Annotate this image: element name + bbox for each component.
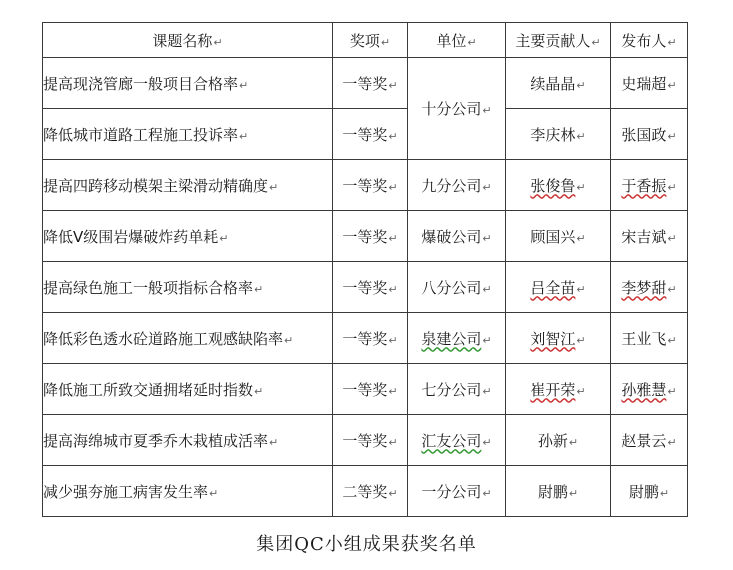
contributor-cell: 张俊鲁↵	[506, 160, 611, 211]
contributor-cell: 崔开荣↵	[506, 364, 611, 415]
unit-cell: 一分公司↵	[408, 466, 506, 517]
header-topic: 课题名称↵	[43, 23, 333, 58]
contributor-cell: 尉鹏↵	[506, 466, 611, 517]
contributor-cell: 刘智江↵	[506, 313, 611, 364]
award-cell: 一等奖↵	[333, 364, 408, 415]
award-cell: 一等奖↵	[333, 58, 408, 109]
unit-cell: 泉建公司↵	[408, 313, 506, 364]
publisher-cell: 李梦甜↵	[611, 262, 688, 313]
topic-cell: 提高现浇管廊一般项目合格率↵	[43, 58, 333, 109]
award-cell: 一等奖↵	[333, 211, 408, 262]
contributor-cell: 吕全苗↵	[506, 262, 611, 313]
table-row	[43, 415, 688, 466]
publisher-cell: 王业飞↵	[611, 313, 688, 364]
topic-cell: 降低施工所致交通拥堵延时指数↵	[43, 364, 333, 415]
contributor-cell: 李庆林↵	[506, 109, 611, 160]
award-cell: 二等奖↵	[333, 466, 408, 517]
contributor-cell: 孙新↵	[506, 415, 611, 466]
table-header-row	[43, 23, 688, 58]
unit-cell: 十分公司↵	[408, 58, 506, 160]
unit-cell: 九分公司↵	[408, 160, 506, 211]
table-row	[43, 211, 688, 262]
header-award: 奖项↵	[333, 23, 408, 58]
publisher-cell: 孙雅慧↵	[611, 364, 688, 415]
table-row	[43, 160, 688, 211]
unit-cell: 七分公司↵	[408, 364, 506, 415]
contributor-cell: 顾国兴↵	[506, 211, 611, 262]
award-cell: 一等奖↵	[333, 415, 408, 466]
table-row	[43, 466, 688, 517]
award-cell: 一等奖↵	[333, 313, 408, 364]
topic-cell: 提高海绵城市夏季乔木栽植成活率↵	[43, 415, 333, 466]
awards-table	[42, 22, 688, 517]
unit-cell: 爆破公司↵	[408, 211, 506, 262]
table-row	[43, 262, 688, 313]
unit-cell: 八分公司↵	[408, 262, 506, 313]
topic-cell: 降低Ⅴ级围岩爆破炸药单耗↵	[43, 211, 333, 262]
topic-cell: 减少强夯施工病害发生率↵	[43, 466, 333, 517]
header-publisher: 发布人↵	[611, 23, 688, 58]
table-row	[43, 364, 688, 415]
table-row	[43, 58, 688, 109]
publisher-cell: 尉鹏↵	[611, 466, 688, 517]
award-cell: 一等奖↵	[333, 160, 408, 211]
topic-cell: 降低彩色透水砼道路施工观感缺陷率↵	[43, 313, 333, 364]
table-row	[43, 109, 688, 160]
topic-cell: 提高四跨移动模架主梁滑动精确度↵	[43, 160, 333, 211]
header-contributor: 主要贡献人↵	[506, 23, 611, 58]
publisher-cell: 宋吉斌↵	[611, 211, 688, 262]
contributor-cell: 续晶晶↵	[506, 58, 611, 109]
publisher-cell: 赵景云↵	[611, 415, 688, 466]
table-row	[43, 313, 688, 364]
table-caption: 集团QC小组成果获奖名单	[256, 534, 477, 555]
publisher-cell: 史瑞超↵	[611, 58, 688, 109]
award-cell: 一等奖↵	[333, 109, 408, 160]
topic-cell: 降低城市道路工程施工投诉率↵	[43, 109, 333, 160]
unit-cell: 汇友公司↵	[408, 415, 506, 466]
award-cell: 一等奖↵	[333, 262, 408, 313]
publisher-cell: 于香振↵	[611, 160, 688, 211]
publisher-cell: 张国政↵	[611, 109, 688, 160]
header-unit: 单位↵	[408, 23, 506, 58]
topic-cell: 提高绿色施工一般项指标合格率↵	[43, 262, 333, 313]
